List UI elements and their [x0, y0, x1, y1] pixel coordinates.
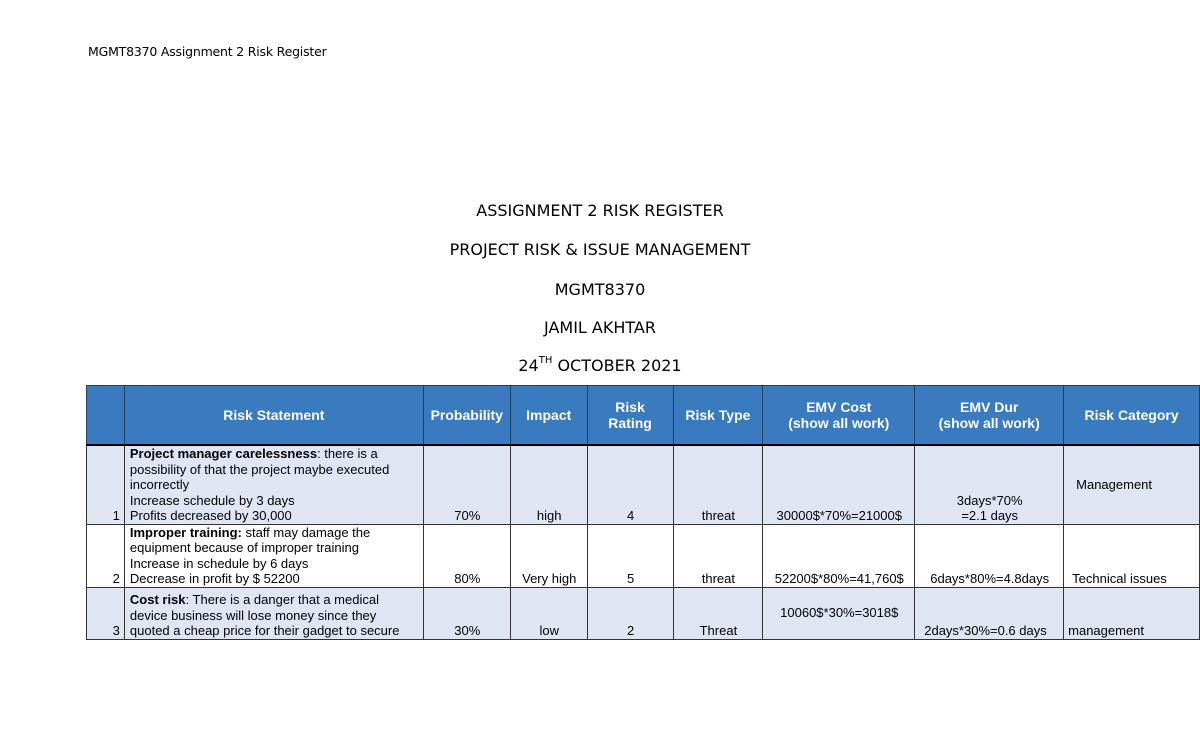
statement-title: Improper training:	[129, 524, 242, 540]
emv-cost-cell: 30000$*70%=21000$	[763, 445, 915, 524]
probability-cell: 80%	[423, 524, 510, 587]
date-day: 24	[518, 356, 539, 375]
col-header-number	[87, 386, 125, 446]
date-rest: OCTOBER 2021	[552, 356, 682, 375]
impact-cell: high	[510, 445, 587, 524]
statement-line: Profits decreased by 30,000	[129, 508, 292, 523]
statement-line: device business will lose money since they	[129, 607, 377, 623]
risk-rating-cell: 4	[587, 445, 673, 524]
table-header-row	[87, 386, 1200, 446]
table-row	[87, 524, 1200, 587]
col-header-risk-statement: Risk Statement	[124, 386, 423, 446]
risk-statement-cell	[124, 445, 423, 524]
risk-statement-cell	[124, 524, 423, 587]
date-suffix: TH	[538, 354, 553, 366]
statement-title-line	[130, 525, 419, 541]
statement-title-rest: : there is a	[317, 446, 378, 461]
col-header-probability: Probability	[423, 386, 510, 446]
running-header: MGMT8370 Assignment 2 Risk Register	[88, 44, 327, 59]
row-number: 3	[87, 587, 125, 639]
course-title: PROJECT RISK & ISSUE MANAGEMENT	[449, 240, 751, 259]
emv-cost-label-2: (show all work)	[788, 415, 890, 431]
risk-rating-cell: 5	[587, 524, 673, 587]
col-header-emv-dur	[915, 386, 1064, 446]
course-code: MGMT8370	[554, 280, 646, 299]
col-header-emv-cost	[763, 386, 915, 446]
submission-date	[0, 356, 1200, 375]
emv-dur-line-2: =2.1 days	[961, 508, 1019, 523]
statement-title: Cost risk	[129, 592, 186, 607]
emv-cost-cell: 52200$*80%=41,760$	[763, 524, 915, 587]
risk-rating-label-2: Rating	[608, 415, 652, 431]
risk-register-table	[86, 385, 1200, 640]
statement-line: Increase in schedule by 6 days	[129, 555, 309, 571]
emv-cost-cell: 10060$*30%=3018$	[763, 587, 915, 639]
emv-dur-cell	[915, 445, 1064, 524]
statement-line: possibility of that the project maybe executed	[129, 461, 390, 477]
risk-rating-label-1: Risk	[615, 399, 645, 415]
probability-cell: 70%	[423, 445, 510, 524]
statement-title-rest: staff may damage the	[241, 524, 371, 540]
emv-dur-cell: 6days*80%=4.8days	[915, 524, 1064, 587]
statement-title-line	[130, 446, 419, 462]
impact-cell: low	[510, 587, 587, 639]
statement-line: Decrease in profit by $ 52200	[129, 571, 300, 586]
statement-title-line	[130, 592, 419, 608]
risk-category-cell: Technical issues	[1064, 524, 1200, 587]
statement-line: incorrectly	[129, 477, 190, 492]
table-row	[87, 445, 1200, 524]
probability-cell: 30%	[423, 587, 510, 639]
risk-type-cell: threat	[673, 445, 763, 524]
risk-type-cell: threat	[673, 524, 763, 587]
col-header-risk-type: Risk Type	[673, 386, 763, 446]
statement-line: equipment because of improper training	[129, 540, 359, 555]
statement-line: quoted a cheap price for their gadget to secure	[129, 623, 400, 638]
emv-cost-label-1: EMV Cost	[806, 399, 872, 415]
row-number: 1	[87, 445, 125, 524]
statement-title-rest: : There is a danger that a medical	[185, 592, 379, 607]
impact-cell: Very high	[510, 524, 587, 587]
emv-dur-label-2: (show all work)	[938, 415, 1040, 431]
col-header-risk-category: Risk Category	[1064, 386, 1200, 446]
statement-title: Project manager carelessness	[129, 446, 318, 461]
risk-type-cell: Threat	[673, 587, 763, 639]
table-row	[87, 587, 1200, 639]
assignment-title: ASSIGNMENT 2 RISK REGISTER	[476, 201, 724, 220]
emv-dur-label-1: EMV Dur	[960, 399, 1019, 415]
col-header-risk-rating	[587, 386, 673, 446]
statement-line: Increase schedule by 3 days	[129, 492, 295, 508]
risk-rating-cell: 2	[587, 587, 673, 639]
emv-dur-cell: 2days*30%=0.6 days	[915, 587, 1064, 639]
author-name: JAMIL AKHTAR	[544, 318, 656, 337]
emv-dur-line-1: 3days*70%	[956, 492, 1023, 508]
risk-category-cell: Management	[1064, 445, 1200, 524]
col-header-impact: Impact	[510, 386, 587, 446]
risk-category-cell: management	[1064, 587, 1200, 639]
row-number: 2	[87, 524, 125, 587]
risk-statement-cell	[124, 587, 423, 639]
